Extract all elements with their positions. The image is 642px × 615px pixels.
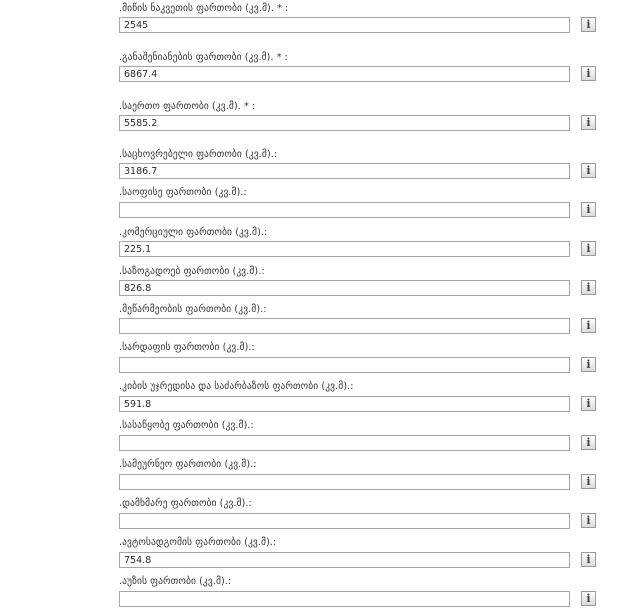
utility-area-label: .სამეურნეო ფართობი (კვ.მ).: [119, 459, 257, 470]
info-icon: i [586, 553, 591, 566]
industrial-area-label: .მეწარმეობის ფართობი (კვ.მ).: [119, 304, 267, 315]
public-area-input[interactable] [119, 280, 570, 296]
building-footprint-area-label: .განაშენიანების ფართობი (კვ.მ). * : [119, 52, 288, 63]
land-plot-area-info-button[interactable] [581, 17, 596, 32]
info-icon: i [586, 203, 591, 216]
stairwell-area-input[interactable] [119, 396, 570, 412]
info-icon: i [586, 397, 591, 410]
industrial-area-input[interactable] [119, 318, 570, 334]
parking-area-info-button[interactable] [581, 552, 596, 567]
parking-area-input[interactable] [119, 552, 570, 568]
pool-area-info-button[interactable] [581, 591, 596, 606]
public-area-label: .საზოგადოებ ფართობი (კვ.მ).: [119, 266, 265, 277]
total-area-info-button[interactable] [581, 115, 596, 130]
info-icon: i [586, 242, 591, 255]
commercial-area-info-button[interactable] [581, 241, 596, 256]
info-icon: i [586, 319, 591, 332]
pool-area-label: .აუზის ფართობი (კვ.მ).: [119, 576, 232, 587]
auxiliary-area-label: .დამხმარე ფართობი (კვ.მ).: [119, 498, 252, 509]
basement-area-label: .სარდაფის ფართობი (კვ.მ).: [119, 342, 255, 353]
auxiliary-area-info-button[interactable] [581, 513, 596, 528]
office-area-input[interactable] [119, 202, 570, 218]
commercial-area-input[interactable] [119, 241, 570, 257]
stairwell-area-label: .კიბის უჯრედისა და საძარბაზოს ფართობი (კვ.მ).: [119, 381, 354, 392]
info-icon: i [586, 67, 591, 80]
warehouse-area-label: .სასაწყობე ფართობი (კვ.მ).: [119, 420, 254, 431]
land-plot-area-label: .მიწის ნაკვეთის ფართობი (კვ.მ). * : [119, 3, 289, 14]
info-icon: i [586, 436, 591, 449]
warehouse-area-input[interactable] [119, 435, 570, 451]
info-icon: i [586, 116, 591, 129]
industrial-area-info-button[interactable] [581, 318, 596, 333]
auxiliary-area-input[interactable] [119, 513, 570, 529]
total-area-input[interactable] [119, 115, 570, 131]
residential-area-info-button[interactable] [581, 163, 596, 178]
info-icon: i [586, 592, 591, 605]
basement-area-input[interactable] [119, 357, 570, 373]
building-footprint-area-info-button[interactable] [581, 66, 596, 81]
info-icon: i [586, 281, 591, 294]
parking-area-label: .ავტოსადგომის ფართობი (კვ.მ).: [119, 537, 277, 548]
warehouse-area-info-button[interactable] [581, 435, 596, 450]
info-icon: i [586, 164, 591, 177]
pool-area-input[interactable] [119, 591, 570, 607]
commercial-area-label: .კომერციული ფართობი (კვ.მ).: [119, 227, 268, 238]
residential-area-label: .საცხოვრებელი ფართობი (კვ.მ).: [119, 149, 278, 160]
utility-area-info-button[interactable] [581, 474, 596, 489]
public-area-info-button[interactable] [581, 280, 596, 295]
total-area-label: .საერთო ფართობი (კვ.მ). * : [119, 101, 256, 112]
basement-area-info-button[interactable] [581, 357, 596, 372]
land-plot-area-input[interactable] [119, 17, 570, 33]
info-icon: i [586, 514, 591, 527]
office-area-label: .საოფისე ფართობი (კვ.მ).: [119, 187, 247, 198]
building-footprint-area-input[interactable] [119, 66, 570, 82]
info-icon: i [586, 475, 591, 488]
info-icon: i [586, 358, 591, 371]
office-area-info-button[interactable] [581, 202, 596, 217]
info-icon: i [586, 18, 591, 31]
stairwell-area-info-button[interactable] [581, 396, 596, 411]
utility-area-input[interactable] [119, 474, 570, 490]
residential-area-input[interactable] [119, 163, 570, 179]
